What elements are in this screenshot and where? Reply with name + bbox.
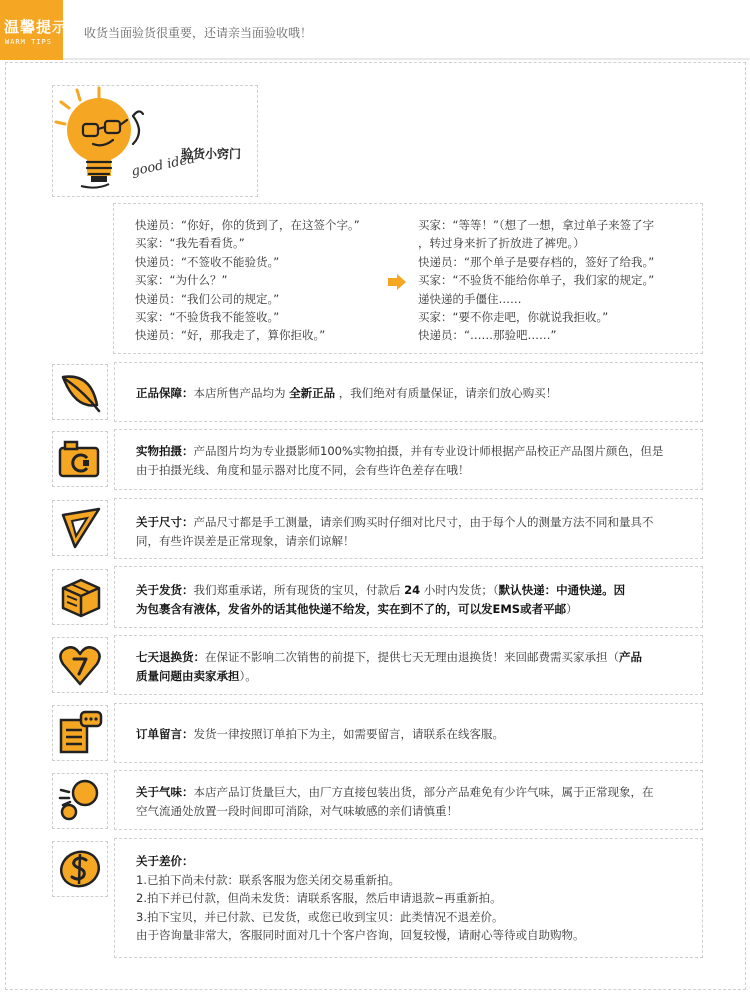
list-item: 3.拍下宝贝，并已付款、已发货，或您已收到宝贝：此类情况不退差价。: [136, 909, 504, 924]
smell-section: 关于气味：本店产品订货量巨大，由厂方直接包装出货，部分产品难免有少许气味，属于正常现象，在 空气流通处放置一段时间即可消除，对气味敏感的亲们请慎重！: [114, 770, 703, 830]
delivery-dialog-box: [113, 203, 703, 354]
section-label: 七天退换货：: [136, 650, 205, 664]
dialog-line: 快递员：“那个单子是要存档的，签好了给我。”: [418, 254, 655, 269]
tips-title: 验货小窍门: [181, 147, 242, 161]
triangle-ruler-icon: [57, 505, 103, 551]
dialog-line: 快递员：“我们公司的规定。”: [135, 291, 280, 306]
genuine-guarantee-section: 正品保障：本店所售产品均为 全新正品 ，我们绝对有质量保证，请亲们放心购买！: [114, 362, 703, 422]
dialog-line: 快递员：“好，那我走了，算你拒收。”: [135, 328, 326, 343]
order-note-section: 订单留言：发货一律按照订单拍下为主，如需要留言，请联系在线客服。: [114, 703, 703, 763]
smell-bubbles-icon: [57, 778, 103, 824]
photo-icon-box: [52, 431, 108, 487]
arrow-right-icon: [388, 274, 406, 290]
order-note-icon-box: [52, 705, 108, 761]
list-item: 由于咨询量非常大，客服同时面对几十个客户咨询，回复较慢，请耐心等待或自助购物。: [136, 928, 585, 942]
real-photo-section: 实物拍摄：产品图片均为专业摄影师100%实物拍摄，并有专业设计师根据产品校正产品图片颜色，但是 由于拍摄光线、角度和显示器对比度不同，会有些许色差存在哦！: [114, 429, 703, 490]
list-item: 2.拍下并已付款，但尚未发货：请联系客服，然后申请退款~再重新拍。: [136, 891, 502, 905]
section-label: 关于差价：: [136, 854, 194, 868]
shipping-icon-box: [52, 569, 108, 625]
header-divider: [63, 58, 750, 60]
price-diff-icon-box: [52, 841, 108, 897]
size-icon-box: [52, 500, 108, 556]
dialog-line: 买家：“不验货我不能签收。”: [135, 310, 280, 325]
dialog-line: 买家：“我先看看货。”: [135, 236, 245, 251]
section-label: 关于发货：: [136, 583, 194, 597]
note-chat-icon: [57, 710, 103, 756]
genuine-icon-box: [52, 364, 108, 420]
dollar-coin-icon: [57, 846, 103, 892]
dialog-line: 买家：“要不你走吧，你就说我拒收。”: [418, 310, 609, 325]
section-label: 正品保障：: [136, 386, 194, 400]
dialog-line: 买家：“不验货不能给你单子，我们家的规定。”: [418, 273, 655, 288]
section-label: 订单留言：: [136, 727, 194, 741]
header: [0, 0, 750, 64]
package-box-icon: [57, 574, 103, 620]
section-label: 实物拍摄：: [136, 444, 194, 458]
camera-icon: [57, 436, 103, 482]
section-label: 关于尺寸：: [136, 515, 194, 529]
badge-title: 温馨提示: [4, 18, 69, 36]
smell-icon-box: [52, 773, 108, 829]
good-idea-tagline: good idea: [130, 151, 197, 180]
shipping-section: 关于发货：我们郑重承诺，所有现货的宝贝，付款后 24 小时内发货；（默认快递：中通快递。因 为包裹含有液体，发省外的话其他快递不给发，实在到不了的，可以发EMS或者平邮）: [114, 566, 703, 628]
inspection-tips-box: [52, 85, 258, 197]
dialog-line: 快递员：“你好，你的货到了，在这签个字。”: [135, 218, 360, 232]
dialog-line: 递快递的手僵住……: [418, 291, 522, 306]
seven-day-return-section: 七天退换货：在保证不影响二次销售的前提下，提供七天无理由退换货！来回邮费需买家承担（产品 质量问题由卖家承担）。: [114, 635, 703, 695]
list-item: 1.已拍下尚未付款：联系客服为您关闭交易重新拍。: [136, 872, 400, 887]
heart-seven-icon: [57, 642, 103, 688]
warm-tips-badge: [0, 0, 69, 60]
dialog-line: 快递员：“……那验吧……”: [418, 328, 557, 343]
section-label: 关于气味：: [136, 785, 194, 799]
size-section: 关于尺寸：产品尺寸都是手工测量，请亲们购买时仔细对比尺寸，由于每个人的测量方法不同和量具不 同，有些许误差是正常现象，请亲们谅解！: [114, 498, 703, 559]
price-difference-section: [114, 838, 703, 958]
return-icon-box: [52, 637, 108, 693]
leaf-icon: [57, 369, 103, 415]
notice-text: 收货当面验货很重要，还请亲当面验收哦！: [84, 26, 313, 40]
dialog-line: ，转过身来折了折放进了裤兜。）: [418, 236, 585, 251]
dialog-line: 快递员：“不签收不能验货。”: [135, 254, 280, 269]
dialog-left-column: [135, 216, 360, 345]
dialog-line: 买家：“为什么？”: [135, 273, 228, 288]
dialog-right-column: [418, 216, 654, 345]
lightbulb-icon: [53, 86, 183, 198]
badge-subtitle: WARM TIPS: [5, 38, 52, 46]
dialog-line: 买家：“等等！”（想了一想，拿过单子来签了字: [418, 218, 655, 232]
